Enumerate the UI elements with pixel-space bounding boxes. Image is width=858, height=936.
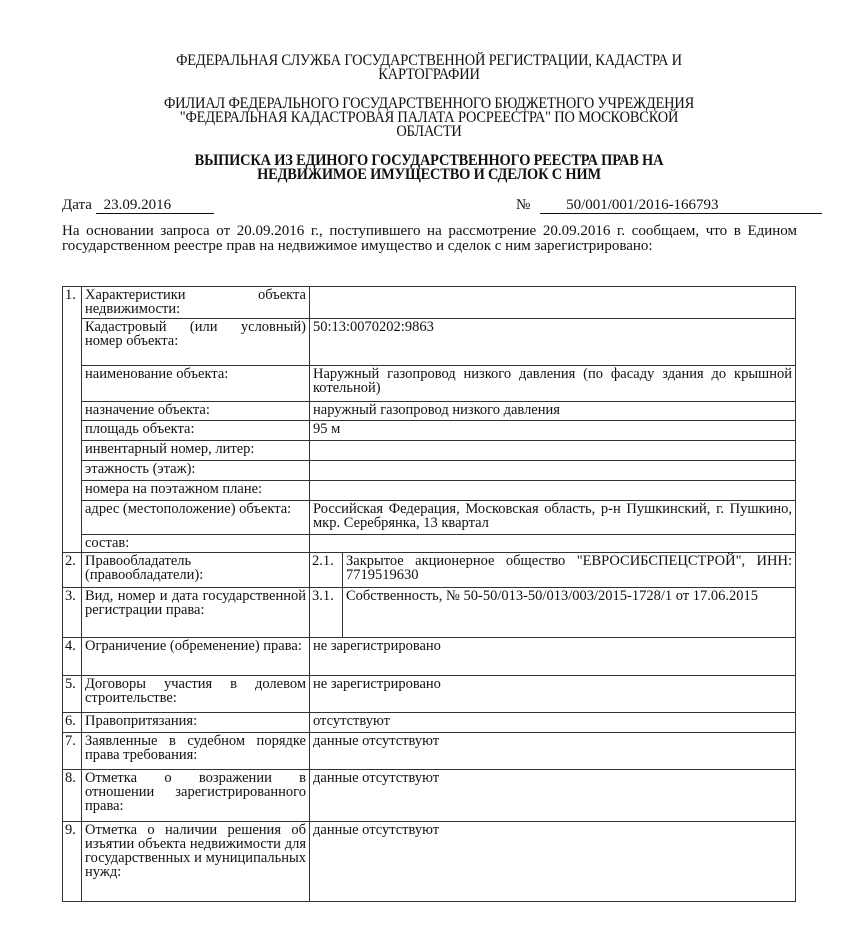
table-row — [63, 501, 796, 535]
number-field — [516, 197, 822, 214]
field-label: этажность (этаж): — [82, 461, 310, 481]
branch-name — [30, 97, 828, 139]
table-row — [63, 402, 796, 421]
field-value — [310, 535, 796, 553]
field-label: наименование объекта: — [82, 366, 310, 402]
agency-name-line: КАРТОГРАФИИ — [378, 66, 480, 83]
subsection-number: 2.1. — [310, 553, 343, 588]
section-value: не зарегистрировано — [310, 638, 796, 676]
document-title-line: НЕДВИЖИМОЕ ИМУЩЕСТВО И СДЕЛОК С НИМ — [257, 166, 601, 183]
date-field — [62, 197, 214, 214]
date-value: 23.09.2016 — [96, 198, 214, 214]
section-value: данные отсутствуют — [310, 822, 796, 902]
field-value: наружный газопровод низкого давления — [310, 402, 796, 421]
field-value — [310, 441, 796, 461]
table-row-section-4 — [63, 638, 796, 676]
section-number: 9. — [63, 822, 82, 902]
subsection-number: 3.1. — [310, 588, 343, 638]
section-value: не зарегистрировано — [310, 676, 796, 713]
field-label: Кадастровый (или условный) номер объекта: — [82, 319, 310, 366]
agency-name-line: ФЕДЕРАЛЬНАЯ СЛУЖБА ГОСУДАРСТВЕННОЙ РЕГИСТРАЦИИ, КАДАСТРА И — [176, 52, 682, 69]
branch-name-line: "ФЕДЕРАЛЬНАЯ КАДАСТРОВАЯ ПАЛАТА РОСРЕЕСТРА" ПО МОСКОВСКОЙ — [179, 109, 679, 126]
table-row-section-1 — [63, 287, 796, 319]
section-label: Договоры участия в долевом строительстве: — [82, 676, 310, 713]
section-label: Правообладатель (правообладатели): — [82, 553, 310, 588]
section-label: Отметка о наличии решения об изъятии объекта недвижимости для государственных и муниципальных нужд: — [82, 822, 310, 902]
field-label: адрес (местоположение) объекта: — [82, 501, 310, 535]
field-value — [310, 481, 796, 501]
section-title: Характеристики объекта недвижимости: — [82, 287, 310, 319]
section-value: Закрытое акционерное общество "ЕВРОСИБСПЕЦСТРОЙ", ИНН: 7719519630 — [343, 553, 796, 588]
table-row — [63, 441, 796, 461]
section-number: 5. — [63, 676, 82, 713]
number-label: № — [516, 197, 531, 213]
field-value: 50:13:0070202:9863 — [310, 319, 796, 366]
section-number: 1. — [63, 287, 82, 553]
section-label: Заявленные в судебном порядке права требования: — [82, 733, 310, 770]
section-label: Вид, номер и дата государственной регистрации права: — [82, 588, 310, 638]
section-value: отсутствуют — [310, 713, 796, 733]
table-row-section-2 — [63, 553, 796, 588]
field-label: состав: — [82, 535, 310, 553]
section-number: 7. — [63, 733, 82, 770]
section-label: Правопритязания: — [82, 713, 310, 733]
branch-name-line: ОБЛАСТИ — [396, 123, 462, 140]
section-value — [310, 287, 796, 319]
table-row-section-9 — [63, 822, 796, 902]
section-number: 8. — [63, 770, 82, 822]
section-number: 3. — [63, 588, 82, 638]
field-value: Наружный газопровод низкого давления (по фасаду здания до крышной котельной) — [310, 366, 796, 402]
agency-name — [30, 54, 828, 82]
field-label: номера на поэтажном плане: — [82, 481, 310, 501]
number-value: 50/001/001/2016-166793 — [540, 198, 822, 214]
field-label: площадь объекта: — [82, 421, 310, 441]
date-label: Дата — [62, 197, 92, 213]
field-label: назначение объекта: — [82, 402, 310, 421]
intro-paragraph: На основании запроса от 20.09.2016 г., поступившего на рассмотрение 20.09.2016 г. сообщаем, что в Едином государственном реестре прав на недвижимое имущество и сделок с ним зарегистрировано: — [62, 223, 797, 254]
table-row — [63, 319, 796, 366]
section-label: Отметка о возражении в отношении зарегистрированного права: — [82, 770, 310, 822]
section-value: данные отсутствуют — [310, 770, 796, 822]
section-label: Ограничение (обременение) права: — [82, 638, 310, 676]
section-value: Собственность, № 50-50/013-50/013/003/2015-1728/1 от 17.06.2015 — [343, 588, 796, 638]
branch-name-line: ФИЛИАЛ ФЕДЕРАЛЬНОГО ГОСУДАРСТВЕННОГО БЮДЖЕТНОГО УЧРЕЖДЕНИЯ — [163, 95, 695, 112]
field-label: инвентарный номер, литер: — [82, 441, 310, 461]
document-title-line: ВЫПИСКА ИЗ ЕДИНОГО ГОСУДАРСТВЕННОГО РЕЕСТРА ПРАВ НА — [194, 152, 664, 169]
field-value — [310, 461, 796, 481]
table-row-section-6 — [63, 713, 796, 733]
section-number: 6. — [63, 713, 82, 733]
table-row — [63, 461, 796, 481]
section-number: 2. — [63, 553, 82, 588]
table-row-section-3 — [63, 588, 796, 638]
section-value: данные отсутствуют — [310, 733, 796, 770]
table-row — [63, 481, 796, 501]
table-row — [63, 535, 796, 553]
registry-table — [62, 286, 796, 902]
field-value: Российская Федерация, Московская область, р-н Пушкинский, г. Пушкино, мкр. Серебрянка, 13 квартал — [310, 501, 796, 535]
field-value: 95 м — [310, 421, 796, 441]
document-title — [30, 154, 828, 182]
table-row-section-7 — [63, 733, 796, 770]
table-row-section-5 — [63, 676, 796, 713]
table-row-section-8 — [63, 770, 796, 822]
table-row — [63, 421, 796, 441]
section-number: 4. — [63, 638, 82, 676]
table-row — [63, 366, 796, 402]
